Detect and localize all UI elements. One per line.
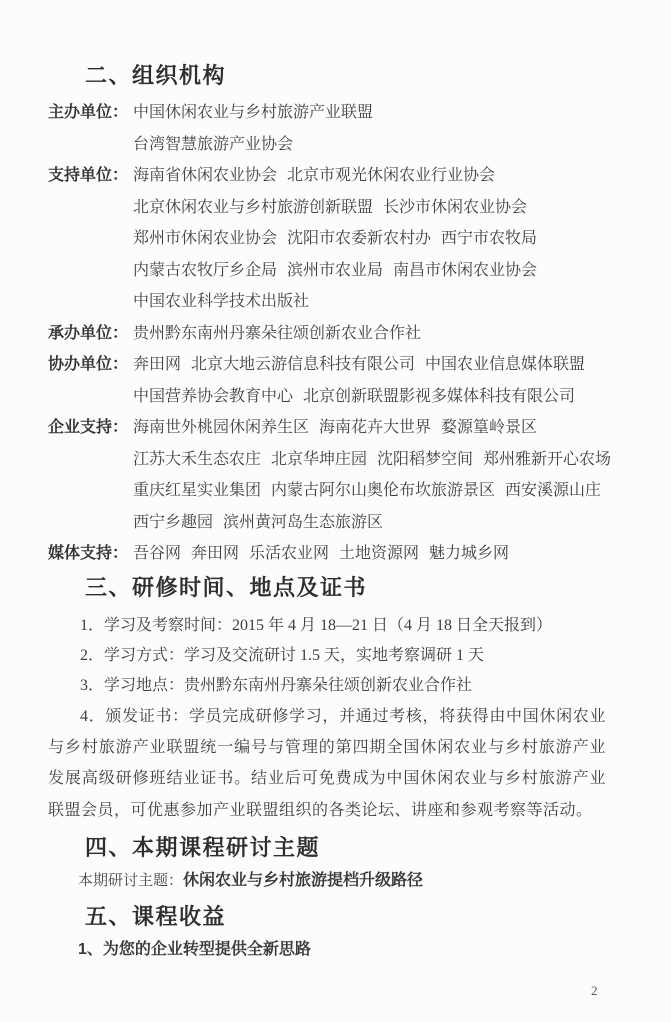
entry-label: 主办单位： [48,104,129,121]
entry-organizer-unit [48,318,626,350]
entry-line: 海南省休闲农业协会 北京市观光休闲农业行业协会 [133,167,496,184]
entry-co-organizer-units [48,349,626,412]
topic-line [48,866,626,896]
entry-line: 郑州市休闲农业协会 沈阳市农委新农村办 西宁市农牧局 [133,230,538,247]
benefit-item: 1、为您的企业转型提供全新思路 [78,941,311,959]
entry-lines [133,160,626,318]
section-heading-schedule: 三、研修时间、地点及证书 [85,574,368,600]
entry-lines [133,318,626,350]
entry-label: 支持单位： [48,167,129,184]
topic-value: 休闲农业与乡村旅游提档升级路径 [183,872,424,890]
entry-line: 奔田网 北京大地云游信息科技有限公司 中国农业信息媒体联盟 [133,356,586,373]
entry-line: 中国营养协会教育中心 北京创新联盟影视多媒体科技有限公司 [133,387,576,405]
entry-line: 海南世外桃园休闲养生区 海南花卉大世界 婺源篁岭景区 [133,419,538,436]
organization-entries [48,97,626,570]
entry-line: 台湾智慧旅游产业协会 [133,135,294,153]
entry-line: 中国农业科学技术出版社 [133,293,310,310]
entry-lines [133,412,626,538]
entry-support-units [48,160,626,318]
section-heading-benefits: 五、课程收益 [85,904,227,930]
entry-label: 承办单位： [48,324,129,342]
topic-label: 本期研讨主题： [78,873,184,890]
entry-media-support [48,538,626,570]
entry-line: 中国休闲农业与乡村旅游产业联盟 [133,104,374,121]
schedule-item-method: 2．学习方式：学习及交流研讨 1.5 天，实地考察调研 1 天 [80,646,485,664]
page-number: 2 [591,983,598,998]
entry-lines [133,97,626,160]
entry-label: 企业支持： [48,419,129,436]
entry-enterprise-support [48,412,626,538]
entry-line: 重庆红星实业集团 内蒙古阿尔山奥伦布坎旅游景区 西安溪源山庄 [133,482,602,499]
entry-host-units [48,97,626,160]
entry-line: 北京休闲农业与乡村旅游创新联盟 长沙市休闲农业协会 [133,198,528,216]
schedule-item-location: 3．学习地点：贵州黔东南州丹寨朵往颂创新农业合作社 [80,676,473,694]
schedule-items [48,611,626,701]
entry-label: 媒体支持： [48,545,129,562]
entry-line: 吾谷网 奔田网 乐活农业网 土地资源网 魅力城乡网 [133,545,510,562]
section-heading-organization: 二、组织机构 [85,63,227,88]
certificate-paragraph: 4．颁发证书：学员完成研修学习，并通过考核，将获得由中国休闲农业与乡村旅游产业联盟统一编号与管理的第四期全国休闲农业与乡村旅游产业发展高级研修班结业证书。结业后可免费成为中国休闲农业与乡村旅游产业联盟会员，可优惠参加产业联盟组织的各类论坛、讲座和参观考察等活动。 [48,707,606,819]
entry-label: 协办单位： [48,356,129,373]
schedule-item-time: 1．学习及考察时间：2015 年 4 月 18—21 日（4 月 18 日全天报到） [80,616,553,634]
entry-lines [133,349,626,412]
entry-line: 西宁乡趣园 滨州黄河岛生态旅游区 [133,513,384,531]
entry-line: 贵州黔东南州丹寨朵往颂创新农业合作社 [133,324,422,342]
entry-line: 内蒙古农牧厅乡企局 滨州市农业局 南昌市休闲农业协会 [133,261,538,279]
section-heading-topic: 四、本期课程研讨主题 [85,835,321,861]
entry-lines [133,538,626,570]
entry-line: 江苏大禾生态农庄 北京华坤庄园 沈阳稻梦空间 郑州雅新开心农场 [133,450,612,468]
